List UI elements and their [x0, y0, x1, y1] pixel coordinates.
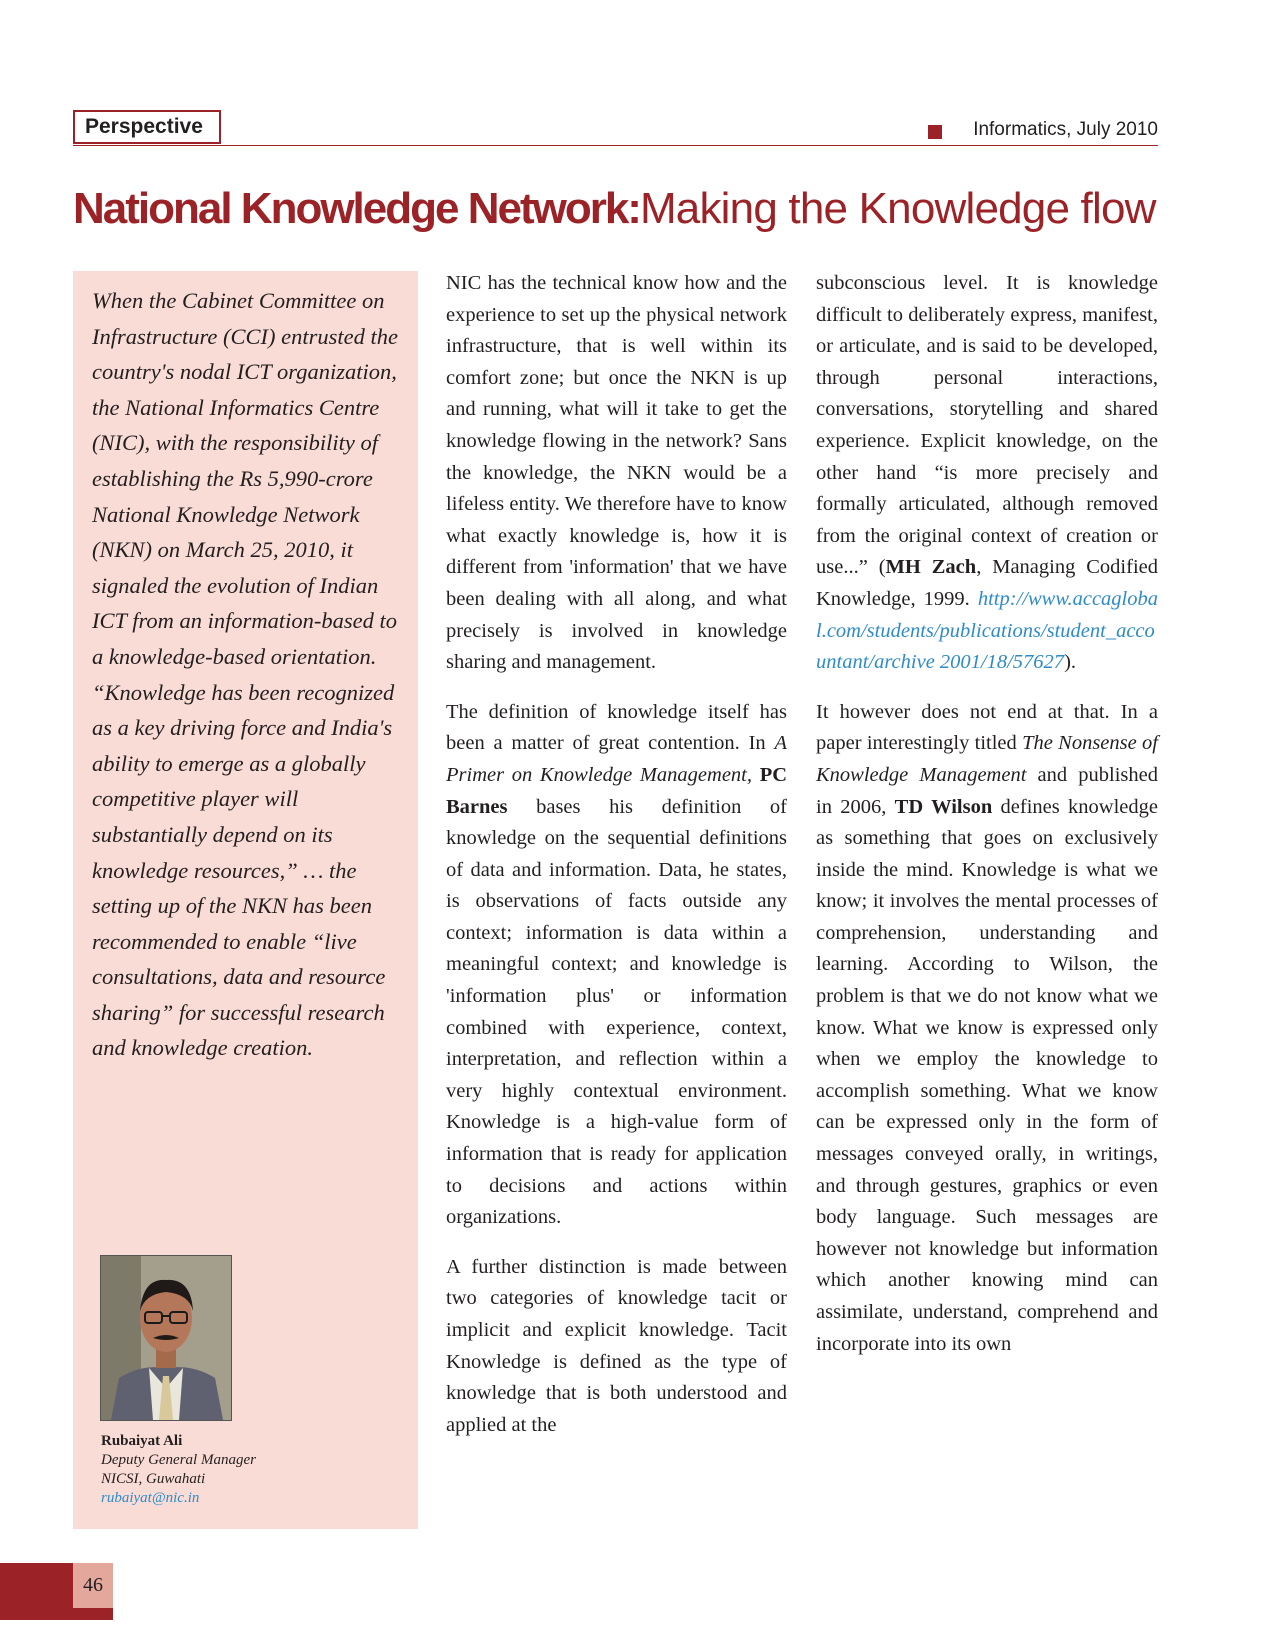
- footer-strip: [73, 1608, 113, 1620]
- author-role: Deputy General Manager: [101, 1452, 256, 1468]
- text-run: and published in 2006,: [816, 763, 1158, 818]
- author-portrait-icon: [101, 1256, 231, 1420]
- author-name: Rubaiyat Ali: [101, 1433, 183, 1449]
- cited-author: TD Wilson: [894, 795, 993, 818]
- article-title: [73, 181, 1193, 237]
- header-square-icon: [928, 125, 942, 139]
- author-email-link[interactable]: rubaiyat@nic.in: [101, 1490, 200, 1506]
- author-photo: [100, 1255, 232, 1421]
- body-column-right: [816, 268, 1158, 1378]
- header-rule: [73, 145, 1158, 146]
- text-run: ).: [1064, 651, 1077, 674]
- text-run: subconscious level. It is knowledge difficult to deliberately express, manifest, or articulate, and is said to be developed, through personal interactions, conversations, storytelling and shared experience. Explicit knowledge, on the other hand “is more precisely and formally articulated, although removed from the original context of creation or use...” (: [816, 272, 1158, 579]
- issue-label: Informatics, July 2010: [973, 119, 1158, 140]
- section-tag: Perspective: [73, 110, 221, 144]
- book-title: A Primer on Knowledge Management,: [446, 732, 787, 786]
- body-paragraph: A further distinction is made between two categories of knowledge tacit or implicit and explicit knowledge. Tacit Knowledge is defined as the type of knowledge that is both understood and applied at the: [446, 1255, 787, 1436]
- paper-title: The Nonsense of Knowledge Management: [816, 732, 1158, 786]
- article-title-bold: National Knowledge Network:: [73, 184, 640, 233]
- article-title-rest: Making the Knowledge flow: [639, 184, 1156, 233]
- text-run: The definition of knowledge itself has been a matter of great contention. In: [446, 700, 787, 755]
- text-run: defines knowledge as something that goes on exclusively inside the mind. Knowledge is what we know; it involves the mental processes of comprehension, understanding and learning. According to Wilson, the problem is that we do not know what we know. What we know is expressed only when we employ the knowledge to accomplish something. What we know can be expressed only in the form of messages conveyed orally, in writings, and through gestures, graphics or even body language. Such messages are however not knowledge but information which another knowing mind can assimilate, understand, comprehend and incorporate into its own: [816, 795, 1158, 1355]
- text-run: It however does not end at that. In a paper interestingly titled: [816, 700, 1158, 755]
- footer-band: [0, 1563, 73, 1620]
- abstract-text: When the Cabinet Committee on Infrastructure (CCI) entrusted the country's nodal ICT organization, the National Informatics Centre (NIC), with the responsibility of establishing the Rs 5,990-crore National Knowledge Network (NKN) on March 25, 2010, it signaled the evolution of Indian ICT from an information-based to a knowledge-based orientation. “Knowledge has been recognized as a key driving force and India's ability to emerge as a globally competitive player will substantially depend on its knowledge resources,” … the setting up of the NKN has been recommended to enable “live consultations, data and resource sharing” for successful research and knowledge creation.: [92, 288, 399, 1061]
- body-column-middle: [446, 268, 787, 1459]
- page-number: 46: [73, 1563, 113, 1608]
- body-paragraph: [816, 697, 1158, 1360]
- text-run: , Managing Codified Knowledge, 1999.: [816, 556, 1158, 610]
- reference-link[interactable]: http://www.accaglobal.com/students/publications/student_accountant/archive 2001/18/57627: [816, 587, 1158, 674]
- text-run: bases his definition of knowledge on the sequential definitions of data and information. Data, he states, is observations of facts outside any context; information is data within a meaningful context; and knowledge is 'information plus' or information combined with experience, context, interpretation, and reflection within a very highly contextual environment. Knowledge is a high-value form of information that is ready for application to decisions and actions within organizations.: [446, 795, 787, 1229]
- body-paragraph: [816, 268, 1158, 679]
- author-org: NICSI, Guwahati: [101, 1471, 206, 1487]
- cited-author: PC Barnes: [446, 763, 788, 818]
- body-paragraph: NIC has the technical know how and the experience to set up the physical network infrastructure, that is well within its comfort zone; but once the NKN is up and running, what will it take to get the knowledge flowing in the network? Sans the knowledge, the NKN would be a lifeless entity. We therefore have to know what exactly knowledge is, how it is different from 'information' that we have been dealing with all along, and what precisely is involved in knowledge sharing and management.: [446, 272, 787, 674]
- cited-author: MH Zach: [885, 556, 977, 579]
- body-paragraph: [446, 697, 787, 1234]
